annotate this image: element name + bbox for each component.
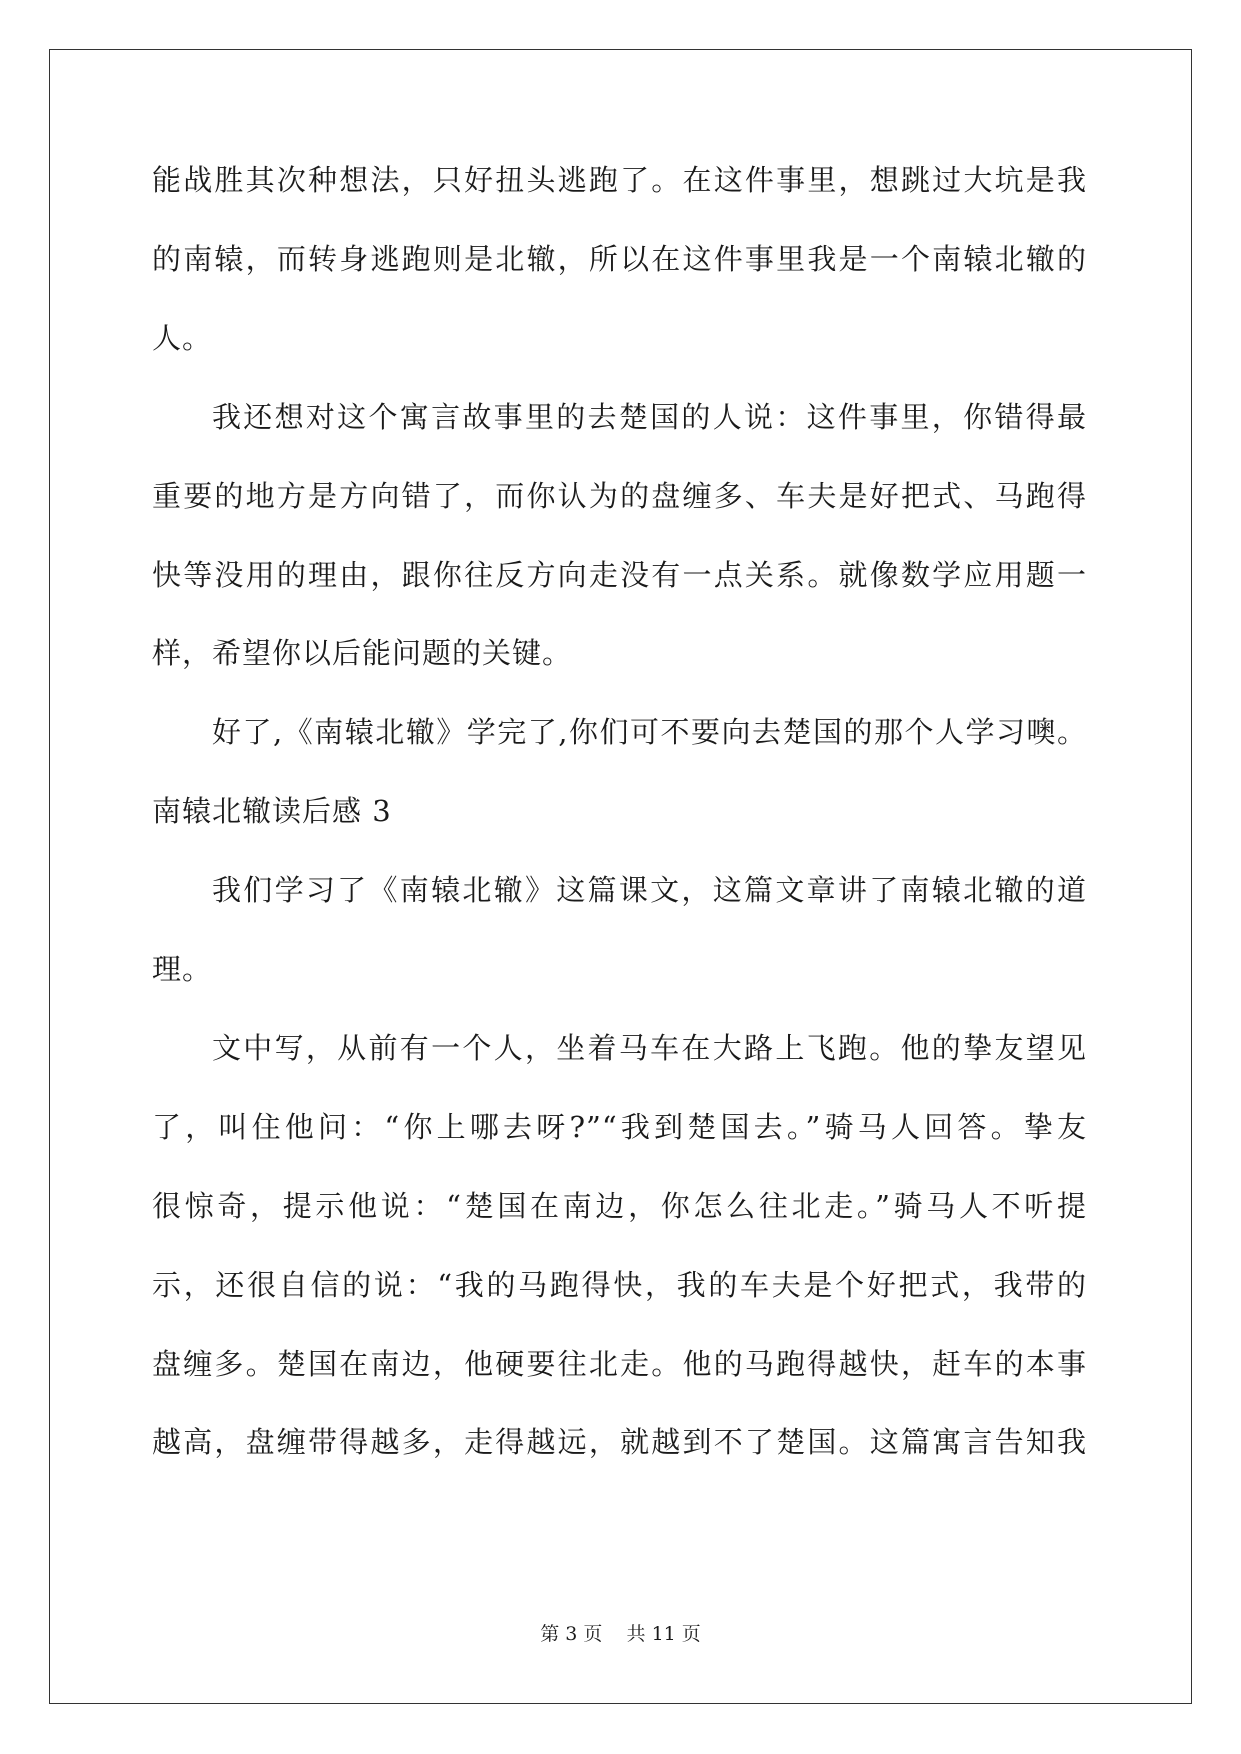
text-line: 我们学习了《南辕北辙》这篇课文，这篇文章讲了南辕北辙的道 xyxy=(212,873,1087,908)
text-line: 了，叫住他问：“你上哪去呀?”“我到楚国去。”骑马人回答。挚友 xyxy=(152,1109,1087,1144)
text-line: 好了,《南辕北辙》学完了,你们可不要向去楚国的那个人学习噢。 xyxy=(212,715,1087,750)
text-line: 的南辕，而转身逃跑则是北辙，所以在这件事里我是一个南辕北辙的 xyxy=(152,241,1087,276)
text-line: 快等没用的理由，跟你往反方向走没有一点关系。就像数学应用题一 xyxy=(152,557,1087,592)
text-line: 我还想对这个寓言故事里的去楚国的人说：这件事里，你错得最 xyxy=(212,399,1087,434)
text-line: 盘缠多。楚国在南边，他硬要往北走。他的马跑得越快，赶车的本事 xyxy=(152,1346,1087,1381)
page-number-footer: 第 3 页 共 11 页 xyxy=(540,1623,701,1645)
text-line: 人。 xyxy=(152,320,213,355)
text-line: 重要的地方是方向错了，而你认为的盘缠多、车夫是好把式、马跑得 xyxy=(152,478,1087,513)
text-line: 很惊奇，提示他说：“楚国在南边，你怎么往北走。”骑马人不听提 xyxy=(152,1188,1087,1223)
section-heading: 南辕北辙读后感 3 xyxy=(152,794,392,829)
text-line: 文中写，从前有一个人，坐着马车在大路上飞跑。他的挚友望见 xyxy=(212,1030,1087,1065)
text-line: 越高，盘缠带得越多，走得越远，就越到不了楚国。这篇寓言告知我 xyxy=(152,1425,1087,1460)
text-line: 样，希望你以后能问题的关键。 xyxy=(152,636,573,671)
text-line: 示，还很自信的说：“我的马跑得快，我的车夫是个好把式，我带的 xyxy=(152,1267,1087,1302)
text-line: 能战胜其次种想法，只好扭头逃跑了。在这件事里，想跳过大坑是我 xyxy=(152,163,1087,197)
text-line: 理。 xyxy=(152,952,213,986)
